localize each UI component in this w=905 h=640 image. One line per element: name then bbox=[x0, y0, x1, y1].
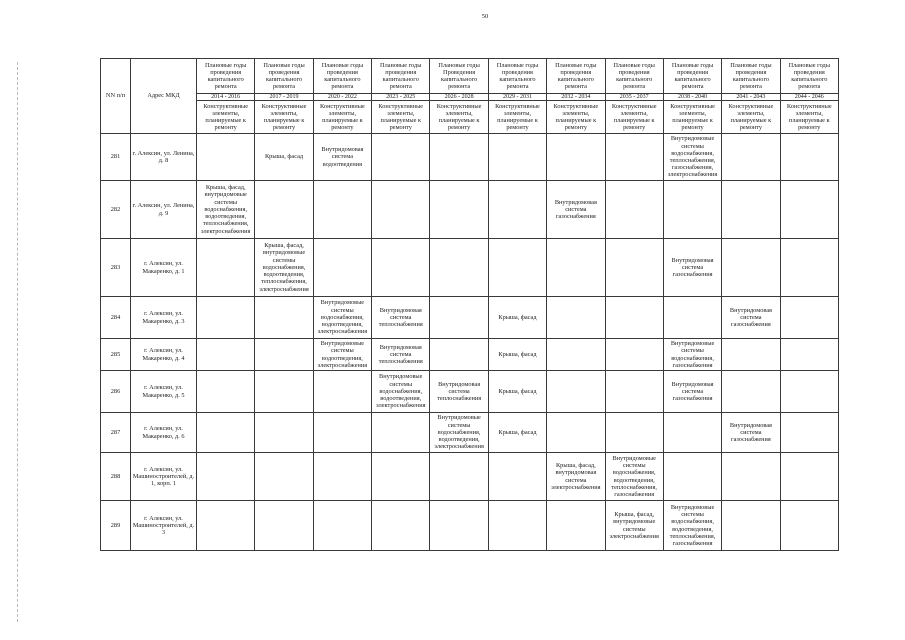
work-cell bbox=[430, 501, 488, 551]
header-element-title: Конструктивные элементы, планируемые к ремонту bbox=[313, 101, 371, 134]
work-cell bbox=[255, 501, 313, 551]
page-number: 50 bbox=[481, 13, 489, 20]
work-cell: Внутридомовая система водоотведения bbox=[313, 134, 371, 181]
address-cell: г. Алексин, ул. Ленина, д. 8 bbox=[131, 134, 197, 181]
work-cell: Внутридомовые системы водоснабжения, водоотведения, теплоснабжения, газоснабжения bbox=[605, 453, 663, 501]
work-cell bbox=[255, 297, 313, 339]
work-cell bbox=[605, 181, 663, 239]
header-address: Адрес МКД bbox=[131, 59, 197, 134]
header-period-title: Плановые годы Проведения капитального ремонта bbox=[430, 59, 488, 94]
header-row-periods bbox=[101, 94, 839, 101]
header-period-title: Плановые годы проведения капитального ремонта bbox=[605, 59, 663, 94]
header-element-title: Конструктивные элементы, планируемые к ремонту bbox=[547, 101, 605, 134]
work-cell bbox=[488, 453, 546, 501]
row-number-cell: 281 bbox=[101, 134, 131, 181]
header-element-title: Конструктивные элементы, планируемые к ремонту bbox=[255, 101, 313, 134]
work-cell bbox=[197, 339, 255, 371]
work-cell bbox=[372, 181, 430, 239]
work-cell: Крыша, фасад, внутридомовая система электроснабжения bbox=[547, 453, 605, 501]
header-period-title: Плановые годы проведения капитального ремонта bbox=[313, 59, 371, 94]
header-period-years: 2044 - 2046 bbox=[780, 94, 838, 101]
address-cell: г. Алексин, ул. Машиностроителей, д. 1, корп. 1 bbox=[131, 453, 197, 501]
header-row-period-titles bbox=[101, 59, 839, 94]
work-cell: Внутридомовые системы водоснабжения, водоотведения, электроснабжения bbox=[313, 297, 371, 339]
work-cell bbox=[313, 239, 371, 297]
address-cell: г. Алексин, ул. Макаренко, д. 3 bbox=[131, 297, 197, 339]
work-cell bbox=[197, 297, 255, 339]
work-cell bbox=[605, 239, 663, 297]
work-cell bbox=[663, 181, 721, 239]
header-period-years: 2041 - 2043 bbox=[722, 94, 780, 101]
work-cell bbox=[722, 239, 780, 297]
work-cell bbox=[780, 501, 838, 551]
work-cell bbox=[313, 181, 371, 239]
table-row bbox=[101, 297, 839, 339]
work-cell bbox=[722, 371, 780, 413]
work-cell bbox=[605, 339, 663, 371]
work-cell bbox=[197, 501, 255, 551]
work-cell: Внутридомовые системы водоснабжения, водоотведения, электроснабжения bbox=[430, 413, 488, 453]
header-element-title: Конструктивные элементы, планируемые к ремонту bbox=[372, 101, 430, 134]
work-cell bbox=[372, 453, 430, 501]
work-cell: Крыша, фасад, внутридомовые системы водоснабжения, водоотведения, теплоснабжения, электроснабжения bbox=[197, 181, 255, 239]
work-cell bbox=[547, 371, 605, 413]
work-cell: Внутридомовая система теплоснабжения bbox=[372, 339, 430, 371]
row-number-cell: 282 bbox=[101, 181, 131, 239]
work-cell bbox=[722, 453, 780, 501]
work-cell: Крыша, фасад bbox=[488, 297, 546, 339]
capital-repair-table bbox=[100, 58, 839, 551]
work-cell bbox=[197, 239, 255, 297]
table-header bbox=[101, 59, 839, 134]
work-cell bbox=[547, 501, 605, 551]
header-period-title: Плановые годы проведения капитального ремонта bbox=[255, 59, 313, 94]
work-cell bbox=[313, 501, 371, 551]
work-cell bbox=[722, 339, 780, 371]
work-cell: Крыша, фасад, внутридомовые системы электроснабжения bbox=[605, 501, 663, 551]
work-cell bbox=[313, 371, 371, 413]
address-cell: г. Алексин, ул. Макаренко, д. 4 bbox=[131, 339, 197, 371]
header-period-years: 2035 - 2037 bbox=[605, 94, 663, 101]
header-period-title: Плановые годы проведения капитального ремонта bbox=[663, 59, 721, 94]
header-period-title: Плановые годы проведения капитального ремонта bbox=[780, 59, 838, 94]
header-element-title: Конструктивные элементы, планируемые к ремонту bbox=[430, 101, 488, 134]
work-cell bbox=[780, 453, 838, 501]
work-cell bbox=[780, 297, 838, 339]
table-row bbox=[101, 181, 839, 239]
table-row bbox=[101, 413, 839, 453]
work-cell bbox=[255, 371, 313, 413]
work-cell bbox=[605, 297, 663, 339]
work-cell bbox=[488, 134, 546, 181]
row-number-cell: 289 bbox=[101, 501, 131, 551]
header-element-title: Конструктивные элементы, планируемые к ремонту bbox=[488, 101, 546, 134]
work-cell bbox=[722, 134, 780, 181]
work-cell bbox=[430, 297, 488, 339]
work-cell: Внутридомовые системы водоснабжения, теплоснабжения, газоснабжения, электроснабжения bbox=[663, 134, 721, 181]
header-period-years: 2026 - 2028 bbox=[430, 94, 488, 101]
work-cell bbox=[605, 371, 663, 413]
work-cell bbox=[430, 181, 488, 239]
address-cell: г. Алексин, ул. Макаренко, д. 6 bbox=[131, 413, 197, 453]
table-row bbox=[101, 339, 839, 371]
work-cell bbox=[547, 297, 605, 339]
header-period-title: Плановые годы проведения капитального ремонта bbox=[547, 59, 605, 94]
work-cell bbox=[722, 501, 780, 551]
work-cell bbox=[605, 413, 663, 453]
work-cell bbox=[197, 371, 255, 413]
work-cell bbox=[197, 453, 255, 501]
work-cell bbox=[780, 134, 838, 181]
header-element-title: Конструктивные элементы, планируемые к ремонту bbox=[780, 101, 838, 134]
work-cell bbox=[547, 339, 605, 371]
table-row bbox=[101, 501, 839, 551]
work-cell bbox=[372, 239, 430, 297]
work-cell bbox=[488, 239, 546, 297]
header-period-title: Плановые годы проведения капитального ремонта bbox=[488, 59, 546, 94]
row-number-cell: 288 bbox=[101, 453, 131, 501]
work-cell bbox=[430, 453, 488, 501]
work-cell: Крыша, фасад bbox=[488, 339, 546, 371]
work-cell bbox=[780, 413, 838, 453]
work-cell bbox=[488, 181, 546, 239]
address-cell: г. Алексин, ул. Ленина, д. 9 bbox=[131, 181, 197, 239]
work-cell bbox=[430, 134, 488, 181]
table-row bbox=[101, 371, 839, 413]
work-cell: Внутридомовая система газоснабжения bbox=[722, 413, 780, 453]
row-number-cell: 286 bbox=[101, 371, 131, 413]
header-period-years: 2017 - 2019 bbox=[255, 94, 313, 101]
table-body bbox=[101, 134, 839, 551]
work-cell: Крыша, фасад bbox=[488, 413, 546, 453]
work-cell bbox=[780, 371, 838, 413]
work-cell bbox=[488, 501, 546, 551]
scan-edge-mark bbox=[17, 62, 18, 622]
header-period-years: 2029 - 2031 bbox=[488, 94, 546, 101]
work-cell bbox=[255, 413, 313, 453]
work-cell bbox=[430, 339, 488, 371]
work-cell bbox=[313, 413, 371, 453]
work-cell bbox=[663, 413, 721, 453]
work-cell: Внутридомовая система газоснабжения bbox=[663, 239, 721, 297]
table-row bbox=[101, 239, 839, 297]
address-cell: г. Алексин, ул. Машиностроителей, д. 3 bbox=[131, 501, 197, 551]
work-cell: Внутридомовые системы водоотведения, электроснабжения bbox=[313, 339, 371, 371]
work-cell: Внутридомовые системы водоснабжения, водоотведения, теплоснабжения, газоснабжения bbox=[663, 501, 721, 551]
work-cell: Внутридомовые системы водоснабжения, газоснабжения bbox=[663, 339, 721, 371]
work-cell: Крыша, фасад bbox=[488, 371, 546, 413]
row-number-cell: 287 bbox=[101, 413, 131, 453]
work-cell: Внутридомовая система теплоснабжения bbox=[372, 297, 430, 339]
header-period-years: 2023 - 2025 bbox=[372, 94, 430, 101]
work-cell bbox=[547, 413, 605, 453]
work-cell: Внутридомовая система газоснабжения bbox=[663, 371, 721, 413]
header-period-title: Плановые годы проведения капитального ремонта bbox=[197, 59, 255, 94]
row-number-cell: 283 bbox=[101, 239, 131, 297]
header-period-title: Плановые годы проведения капитального ремонта bbox=[722, 59, 780, 94]
work-cell: Внутридомовая система теплоснабжения bbox=[430, 371, 488, 413]
header-period-years: 2032 - 2034 bbox=[547, 94, 605, 101]
work-cell bbox=[372, 134, 430, 181]
work-cell bbox=[372, 413, 430, 453]
work-cell bbox=[197, 134, 255, 181]
work-cell bbox=[255, 453, 313, 501]
work-cell bbox=[255, 181, 313, 239]
work-cell bbox=[547, 239, 605, 297]
work-cell: Внутридомовые системы водоснабжения, водоотведения, электроснабжения bbox=[372, 371, 430, 413]
work-cell bbox=[430, 239, 488, 297]
work-cell bbox=[547, 134, 605, 181]
work-cell bbox=[372, 501, 430, 551]
work-cell bbox=[255, 339, 313, 371]
work-cell bbox=[722, 181, 780, 239]
row-number-cell: 285 bbox=[101, 339, 131, 371]
work-cell: Внутридомовая система газоснабжения bbox=[547, 181, 605, 239]
row-number-cell: 284 bbox=[101, 297, 131, 339]
work-cell: Крыша, фасад bbox=[255, 134, 313, 181]
address-cell: г. Алексин, ул. Макаренко, д. 1 bbox=[131, 239, 197, 297]
header-element-title: Конструктивные элементы, планируемые к ремонту bbox=[197, 101, 255, 134]
header-period-years: 2038 - 2040 bbox=[663, 94, 721, 101]
work-cell bbox=[780, 239, 838, 297]
work-cell bbox=[663, 453, 721, 501]
header-period-years: 2014 - 2016 bbox=[197, 94, 255, 101]
work-cell bbox=[780, 181, 838, 239]
table-row bbox=[101, 134, 839, 181]
work-cell bbox=[197, 413, 255, 453]
header-element-title: Конструктивные элементы, планируемые к ремонту bbox=[663, 101, 721, 134]
address-cell: г. Алексин, ул. Макаренко, д. 5 bbox=[131, 371, 197, 413]
header-element-title: Конструктивные элементы, планируемые к ремонту bbox=[605, 101, 663, 134]
work-cell bbox=[605, 134, 663, 181]
header-number: NN п/п bbox=[101, 59, 131, 134]
header-period-years: 2020 - 2022 bbox=[313, 94, 371, 101]
header-row-element-titles bbox=[101, 101, 839, 134]
work-cell: Крыша, фасад, внутридомовые системы водоснабжения, водоотведения, теплоснабжения, электроснабжения bbox=[255, 239, 313, 297]
work-cell bbox=[663, 297, 721, 339]
header-period-title: Плановые годы проведения капитального ремонта bbox=[372, 59, 430, 94]
work-cell bbox=[780, 339, 838, 371]
work-cell bbox=[313, 453, 371, 501]
table-row bbox=[101, 453, 839, 501]
header-element-title: Конструктивные элементы, планируемые к ремонту bbox=[722, 101, 780, 134]
work-cell: Внутридомовая система газоснабжения bbox=[722, 297, 780, 339]
